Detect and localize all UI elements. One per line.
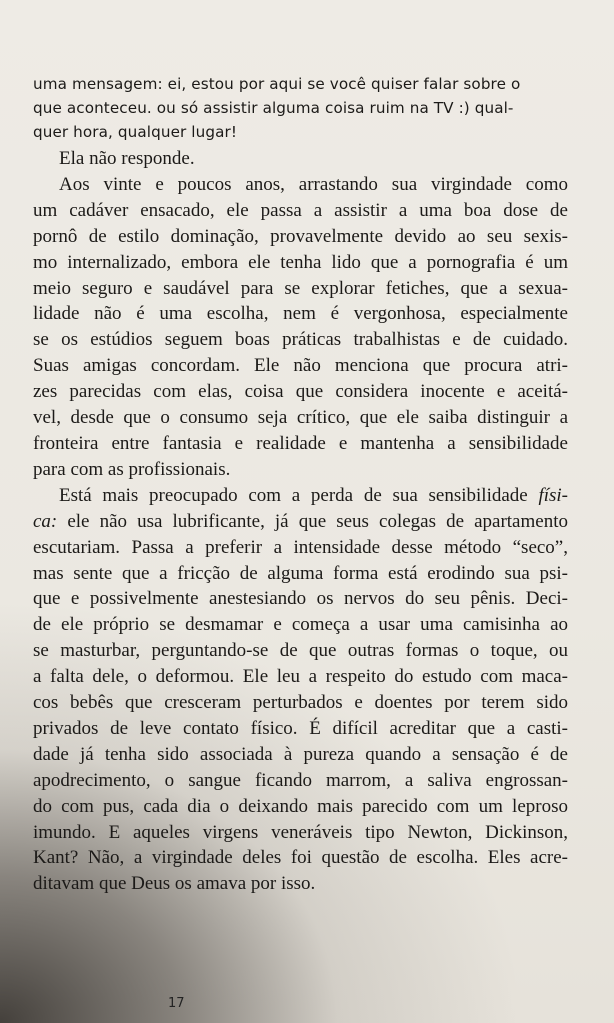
paragraph-line: zes parecidas com elas, coisa que considera inocente e aceitá- <box>33 381 568 403</box>
paragraph-line: Ela não responde. <box>59 148 195 169</box>
paragraph-2 <box>33 172 568 483</box>
paragraph-line: fronteira entre fantasia e realidade e mantenha a sensibilidade <box>33 432 568 454</box>
page-number: 17 <box>168 996 185 1011</box>
paragraph-line: Suas amigas concordam. Ele não menciona que procura atri- <box>33 355 568 377</box>
paragraph-line: escutariam. Passa a preferir a intensidade desse método “seco”, <box>33 536 568 558</box>
paragraph-text: ele não usa lubrificante, já que seus colegas de apartamento <box>57 510 568 532</box>
paragraph-line: privados de leve contato físico. É difícil acreditar que a casti- <box>33 717 568 739</box>
paragraph-line: meio seguro e saudável para se explorar fetiches, que a sexua- <box>33 277 568 299</box>
paragraph-line: pornô de estilo dominação, provavelmente devido ao seu sexis- <box>33 225 568 247</box>
paragraph-1 <box>33 146 568 172</box>
paragraph-line: Kant? Não, a virgindade deles foi questão de escolha. Eles acre- <box>33 847 568 869</box>
message-line: quer hora, qualquer lugar! <box>33 123 238 141</box>
paragraph-line: apodrecimento, o sangue ficando marrom, a saliva engrossan- <box>33 769 568 791</box>
paragraph-line <box>33 509 568 535</box>
text-message-block <box>33 72 568 144</box>
paragraph-line: dade já tenha sido associada à pureza quando a sensação é de <box>33 743 568 765</box>
italic-text: ca: <box>33 510 58 532</box>
paragraph-line: se masturbar, perguntando-se de que outras formas o toque, ou <box>33 640 568 662</box>
message-line: que aconteceu. ou só assistir alguma coisa ruim na TV :) qual- <box>33 99 514 117</box>
paragraph-line: de ele próprio se desmamar e começa a usar uma camisinha ao <box>33 614 568 636</box>
paragraph-line: se os estúdios seguem boas práticas trabalhistas e de cuidado. <box>33 329 568 351</box>
paragraph-line: a falta dele, o deformou. Ele leu a respeito do estudo com maca- <box>33 666 568 688</box>
paragraph-line: mo internalizado, embora ele tenha lido que a pornografia é um <box>33 251 568 273</box>
paragraph-line: que e possivelmente anestesiando os nervos do seu pênis. Deci- <box>33 588 568 610</box>
paragraph-line: um cadáver ensacado, ele passa a assistir a uma boa dose de <box>33 199 568 221</box>
message-line: uma mensagem: ei, estou por aqui se você quiser falar sobre o <box>33 75 521 93</box>
paragraph-line: do com pus, cada dia o deixando mais parecido com um leproso <box>33 795 568 817</box>
paragraph-line: cos bebês que cresceram perturbados e doentes por terem sido <box>33 692 568 714</box>
italic-text: físi- <box>538 484 568 506</box>
paragraph-line <box>33 483 568 509</box>
paragraph-line: mas sente que a fricção de alguma forma está erodindo sua psi- <box>33 562 568 584</box>
paragraph-line: vel, desde que o consumo seja crítico, que ele saiba distinguir a <box>33 407 568 429</box>
paragraph-line: para com as profissionais. <box>33 458 231 480</box>
paragraph-line: imundo. E aqueles virgens veneráveis tipo Newton, Dickinson, <box>33 821 568 843</box>
paragraph-line: Aos vinte e poucos anos, arrastando sua virgindade como <box>59 173 568 195</box>
paragraph-3 <box>33 483 568 898</box>
page-text-block <box>33 72 568 897</box>
paragraph-line: lidade não é uma escolha, nem é vergonhosa, especialmente <box>33 303 568 325</box>
paragraph-line: ditavam que Deus os amava por isso. <box>33 873 316 895</box>
paragraph-text: Está mais preocupado com a perda de sua sensibilidade <box>59 484 539 506</box>
